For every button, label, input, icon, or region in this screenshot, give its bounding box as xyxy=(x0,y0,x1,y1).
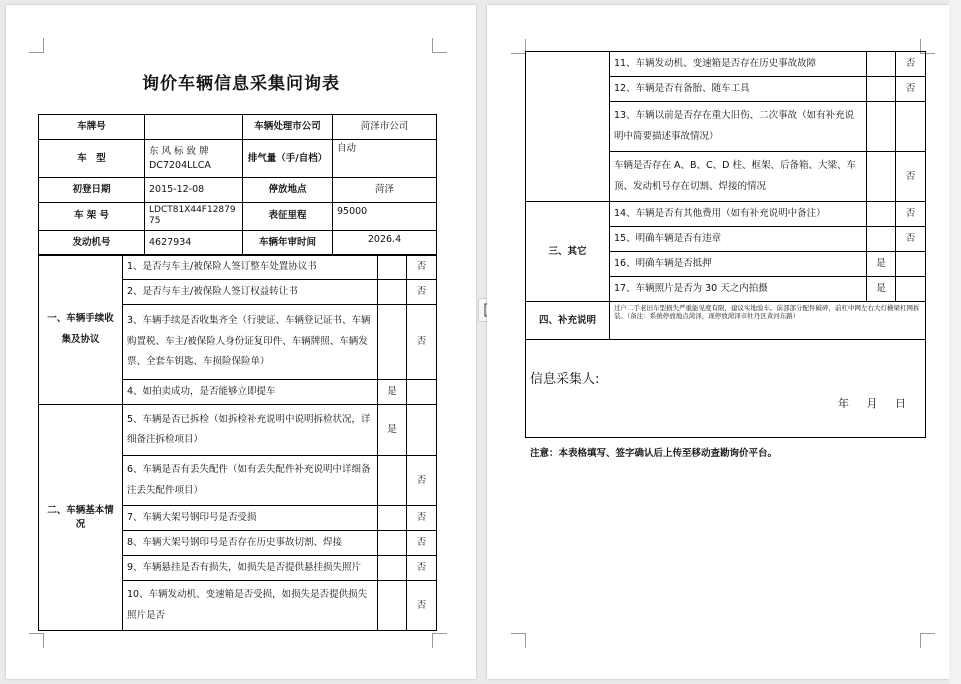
item-text: 14、车辆是否有其他费用（如有补充说明中备注） xyxy=(610,202,867,227)
footer-note: 注意：本表格填写、签字确认后上传至移动查勘询价平台。 xyxy=(530,448,778,459)
item-yes: 是 xyxy=(867,252,896,277)
vehicle-info-table xyxy=(38,114,437,256)
item-text: 3、车辆手续是否收集齐全（行驶证、车辆登记证书、车辆购置税、车主/被保险人身份证复印件、车辆牌照、车辆发票、全套车钥匙、车损险保险单） xyxy=(123,305,378,380)
engine-number-value: 4627934 xyxy=(145,230,243,255)
item-text: 16、明确车辆是否抵押 xyxy=(610,252,867,277)
item-no: 否 xyxy=(407,456,437,506)
item-no xyxy=(896,102,926,152)
item-text: 8、车辆大架号钢印号是否存在历史事故切割、焊接 xyxy=(123,531,378,556)
table-row xyxy=(39,203,437,231)
checklist-table xyxy=(38,254,437,631)
item-yes: 是 xyxy=(378,405,407,456)
item-yes xyxy=(378,581,407,631)
item-yes xyxy=(378,556,407,581)
item-text: 13、车辆以前是否存在重大旧伤、二次事故（如有补充说明中简要描述事故情况） xyxy=(610,102,867,152)
section-1-title: 一、车辆手续收集及协议 xyxy=(39,255,123,405)
parking-location-value: 菏泽 xyxy=(333,178,437,203)
page-title: 询价车辆信息采集问询表 xyxy=(142,74,340,94)
crop-mark xyxy=(920,633,935,648)
item-yes xyxy=(378,506,407,531)
signature-cell xyxy=(526,340,926,438)
item-no xyxy=(896,277,926,302)
item-text: 1、是否与车主/被保险人签订整车处置协议书 xyxy=(123,255,378,280)
section-4-title: 四、补充说明 xyxy=(526,302,610,340)
registration-date-value: 2015-12-08 xyxy=(145,178,243,203)
item-text: 车辆是否存在 A、B、C、D 柱、框架、后备箱、大梁、车顶、发动机号存在切割、焊接的情况 xyxy=(610,152,867,202)
item-no: 否 xyxy=(896,227,926,252)
annual-inspection-value: 2026.4 xyxy=(333,230,437,255)
item-yes: 是 xyxy=(867,277,896,302)
vin-label: 车 架 号 xyxy=(39,203,145,231)
table-row xyxy=(526,202,926,227)
item-yes xyxy=(867,77,896,102)
signature-date: 年 月 日 xyxy=(838,397,906,410)
vin-value: LDCT81X44F1287975 xyxy=(145,203,243,231)
crop-mark xyxy=(511,633,526,648)
item-no: 否 xyxy=(896,77,926,102)
item-yes xyxy=(867,52,896,77)
item-no xyxy=(896,252,926,277)
section-2-continued-cell xyxy=(526,52,610,202)
item-text: 7、车辆大架号钢印号是否受损 xyxy=(123,506,378,531)
model-value xyxy=(145,140,243,178)
crop-mark xyxy=(432,38,447,53)
parking-location-label: 停放地点 xyxy=(243,178,333,203)
table-row xyxy=(39,230,437,255)
mileage-label: 表征里程 xyxy=(243,203,333,231)
item-text: 11、车辆发动机、变速箱是否存在历史事故故障 xyxy=(610,52,867,77)
city-label: 车辆处理市公司 xyxy=(243,115,333,140)
model-label: 车 型 xyxy=(39,140,145,178)
table-row xyxy=(526,52,926,77)
item-text: 4、如拍卖成功，是否能够立即提车 xyxy=(123,380,378,405)
crop-mark xyxy=(432,633,447,648)
item-text: 17、车辆照片是否为 30 天之内拍摄 xyxy=(610,277,867,302)
item-text: 9、车辆悬挂是否有损失，如损失是否提供悬挂损失照片 xyxy=(123,556,378,581)
item-no: 否 xyxy=(407,506,437,531)
plate-value xyxy=(145,115,243,140)
document-page-2 xyxy=(487,5,949,679)
engine-number-label: 发动机号 xyxy=(39,230,145,255)
item-no xyxy=(407,405,437,456)
item-yes xyxy=(867,227,896,252)
item-text: 5、车辆是否已拆检（如拆检补充说明中说明拆检状况，详细备注拆检项目） xyxy=(123,405,378,456)
crop-mark xyxy=(29,633,44,648)
item-text: 2、是否与车主/被保险人签订权益转让书 xyxy=(123,280,378,305)
crop-mark xyxy=(29,38,44,53)
table-row xyxy=(39,115,437,140)
mileage-value: 95000 xyxy=(333,203,437,231)
item-no: 否 xyxy=(407,305,437,380)
item-yes xyxy=(378,280,407,305)
item-no: 否 xyxy=(407,531,437,556)
model-value-code: DC7204LLCA xyxy=(149,159,211,171)
model-value-brand: 东 风 标 致 牌 xyxy=(149,145,209,157)
item-text: 10、车辆发动机、变速箱是否受损，如损失是否提供损失照片是否 xyxy=(123,581,378,631)
item-yes xyxy=(378,456,407,506)
transmission-label: 排气量（手/自档） xyxy=(243,140,333,178)
item-yes xyxy=(867,152,896,202)
item-yes: 是 xyxy=(378,380,407,405)
item-no: 否 xyxy=(896,52,926,77)
item-no: 否 xyxy=(407,581,437,631)
item-no: 否 xyxy=(407,556,437,581)
table-row xyxy=(526,340,926,438)
city-value: 菏泽市公司 xyxy=(333,115,437,140)
annual-inspection-label: 车辆年审时间 xyxy=(243,230,333,255)
table-row xyxy=(39,255,437,280)
document-page-1 xyxy=(6,5,476,679)
item-yes xyxy=(867,202,896,227)
table-row xyxy=(526,302,926,340)
plate-label: 车牌号 xyxy=(39,115,145,140)
transmission-value: 自动 xyxy=(333,140,437,178)
item-yes xyxy=(378,305,407,380)
registration-date-label: 初登日期 xyxy=(39,178,145,203)
item-no: 否 xyxy=(407,280,437,305)
section-3-title: 三、其它 xyxy=(526,202,610,302)
crop-mark xyxy=(511,39,526,54)
table-row xyxy=(39,178,437,203)
item-yes xyxy=(378,531,407,556)
item-text: 6、车辆是否有丢失配件（如有丢失配件补充说明中详细备注丢失配件项目） xyxy=(123,456,378,506)
item-yes xyxy=(867,102,896,152)
item-text: 12、车辆是否有备胎、随车工具 xyxy=(610,77,867,102)
item-yes xyxy=(378,255,407,280)
item-no: 否 xyxy=(407,255,437,280)
item-text: 15、明确车辆是否有违章 xyxy=(610,227,867,252)
vertical-scrollbar[interactable] xyxy=(949,0,961,684)
section-2-title: 二、车辆基本情况 xyxy=(39,405,123,631)
table-row xyxy=(39,140,437,178)
supplement-text: 过户二手老旧车型损失严重能见度有限，建议实地验车。前部部分配件破碎，前杠中网左右大灯横梁杠网拆装。（备注：系统停放地点菏泽，现停放菏泽市牡丹区黄河东路） xyxy=(610,302,926,340)
item-no xyxy=(407,380,437,405)
item-no: 否 xyxy=(896,152,926,202)
signature-label: 信息采集人: xyxy=(530,372,600,387)
table-row xyxy=(39,405,437,456)
item-no: 否 xyxy=(896,202,926,227)
